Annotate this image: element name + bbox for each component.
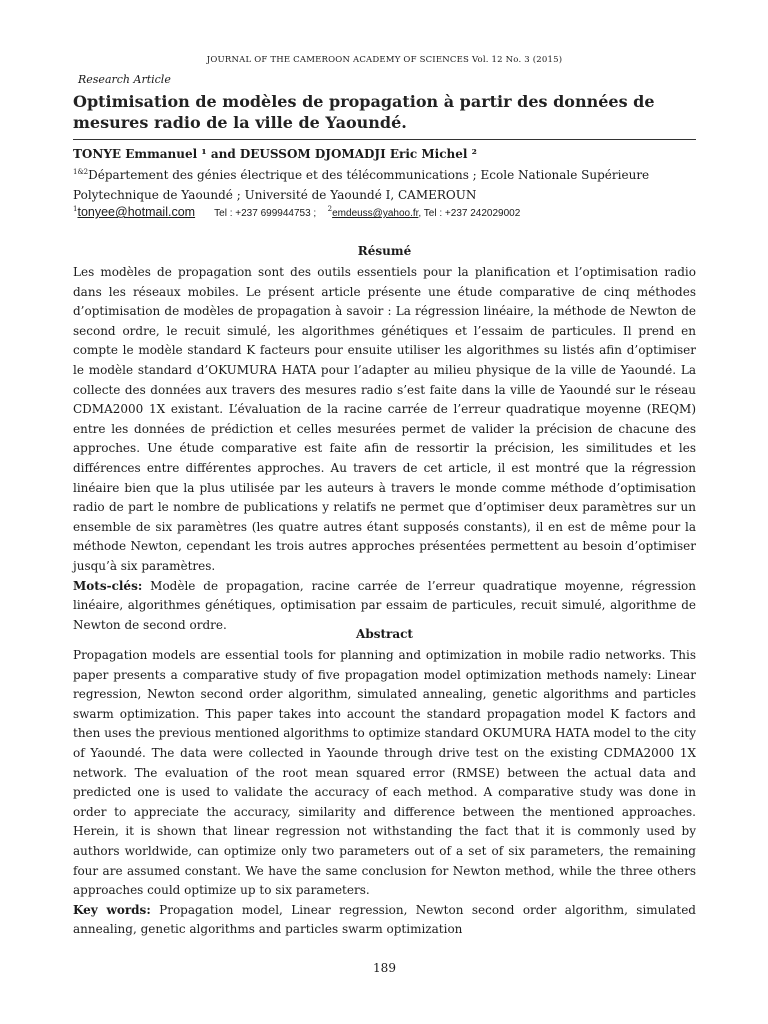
- paper-title: Optimisation de modèles de propagation à partir des données de mesures radio de la ville de Yaoundé.: [73, 92, 655, 132]
- abstract-keywords-label: Key words:: [73, 902, 151, 917]
- journal-header: JOURNAL OF THE CAMEROON ACADEMY OF SCIENCES Vol. 12 No. 3 (2015): [206, 55, 563, 65]
- title-divider: [73, 139, 696, 140]
- email-link-1[interactable]: tonyee@hotmail.com: [77, 205, 196, 219]
- author-line: TONYE Emmanuel ¹ and DEUSSOM DJOMADJI Eric Michel ²: [73, 147, 477, 161]
- email-link-2[interactable]: emdeuss@yahoo.fr: [332, 208, 419, 219]
- abstract-keywords: Propagation model, Linear regression, Newton second order algorithm, simulated annealing, genetic algorithms and particles swarm optimization: [73, 902, 696, 937]
- contact-line: [73, 205, 520, 219]
- affiliation-text: Département des génies électrique et des télécommunications ; Ecole Nationale Supérieure Polytechnique de Yaoundé ; Université de Yaoundé I, CAMEROUN: [73, 168, 650, 202]
- affiliation: [73, 165, 696, 205]
- phone-1-text: Tel : +237 699944753 ;: [214, 208, 317, 219]
- contact-marker-1: 1: [73, 205, 78, 213]
- abstract-body: [73, 646, 696, 940]
- affiliation-marker: 1&2: [73, 168, 89, 176]
- article-type-label: Research Article: [78, 73, 171, 86]
- resume-keywords: Modèle de propagation, racine carrée de l’erreur quadratique moyenne, régression linéaire, algorithmes génétiques, optimisation par essaim de particules, recuit simulé, algorithme de Newton de second ordre.: [73, 578, 696, 632]
- resume-heading: Résumé: [357, 244, 412, 258]
- contact-marker-2: 2: [327, 205, 333, 213]
- resume-keywords-label: Mots-clés:: [73, 578, 143, 593]
- resume-body: [73, 263, 696, 635]
- phone-2: , Tel : +237 242029002: [418, 208, 521, 219]
- page-number: 189: [373, 961, 396, 975]
- abstract-heading: Abstract: [356, 627, 413, 641]
- abstract-text: Propagation models are essential tools for planning and optimization in mobile radio networks. This paper presents a comparative study of five propagation model optimization methods namely: Linear regression, Newton second order algorithm, simulated annealing, genetic algorithms and particles swarm optimization. This paper takes into account the standard propagation model K factors and then uses the previous mentioned algorithms to optimize standard OKUMURA HATA model to the city of Yaoundé. The data were collected in Yaounde through drive test on the existing CDMA2000 1X network. The evaluation of the root mean squared error (RMSE) between the actual data and predicted one is used to validate the accuracy of each method. A comparative study was done in order to appreciate the accuracy, similarity and difference between the mentioned approaches. Herein, it is shown that linear regression not withstanding the fact that it is commonly used by authors worldwide, can optimize only two parameters out of a set of six parameters, the remaining four are assumed constant. We have the same conclusion for Newton method, while the three others approaches could optimize up to six parameters.: [73, 648, 696, 898]
- phone-1: [214, 208, 316, 219]
- resume-text: Les modèles de propagation sont des outils essentiels pour la planification et l’optimisation radio dans les réseaux mobiles. Le présent article présente une étude comparative de cinq méthodes d’optimisation de modèles de propagation à savoir : La régression linéaire, la méthode de Newton de second ordre, le recuit simulé, les algorithmes génétiques et l’essaim de particules. Il prend en compte le modèle standard K facteurs pour ensuite utiliser les algorithmes su listés afin d’optimiser le modèle standard d’OKUMURA HATA pour l’adapter au milieu physique de la ville de Yaoundé. La collecte des données aux travers des mesures radio s’est faite dans la ville de Yaoundé sur le réseau CDMA2000 1X existant. L’évaluation de la racine carrée de l’erreur quadratique moyenne (REQM) entre les données de prédiction et celles mesurées permet de valider la précision de chacune des approches. Une étude comparative est faite afin de ressortir la précision, les similitudes et les différences entre différentes approches. Au travers de cet article, il est montré que la régression linéaire bien que la plus utilisée par les auteurs à travers le monde comme méthode d’optimisation radio de part le nombre de publications y relatifs ne permet que d’optimiser deux paramètres sur un ensemble de six paramètres (les quatre autres étant supposés constants), il en est de même pour la méthode Newton, cependant les trois autres approches présentées permettent au besoin d’optimiser jusqu’à six paramètres.: [73, 265, 696, 573]
